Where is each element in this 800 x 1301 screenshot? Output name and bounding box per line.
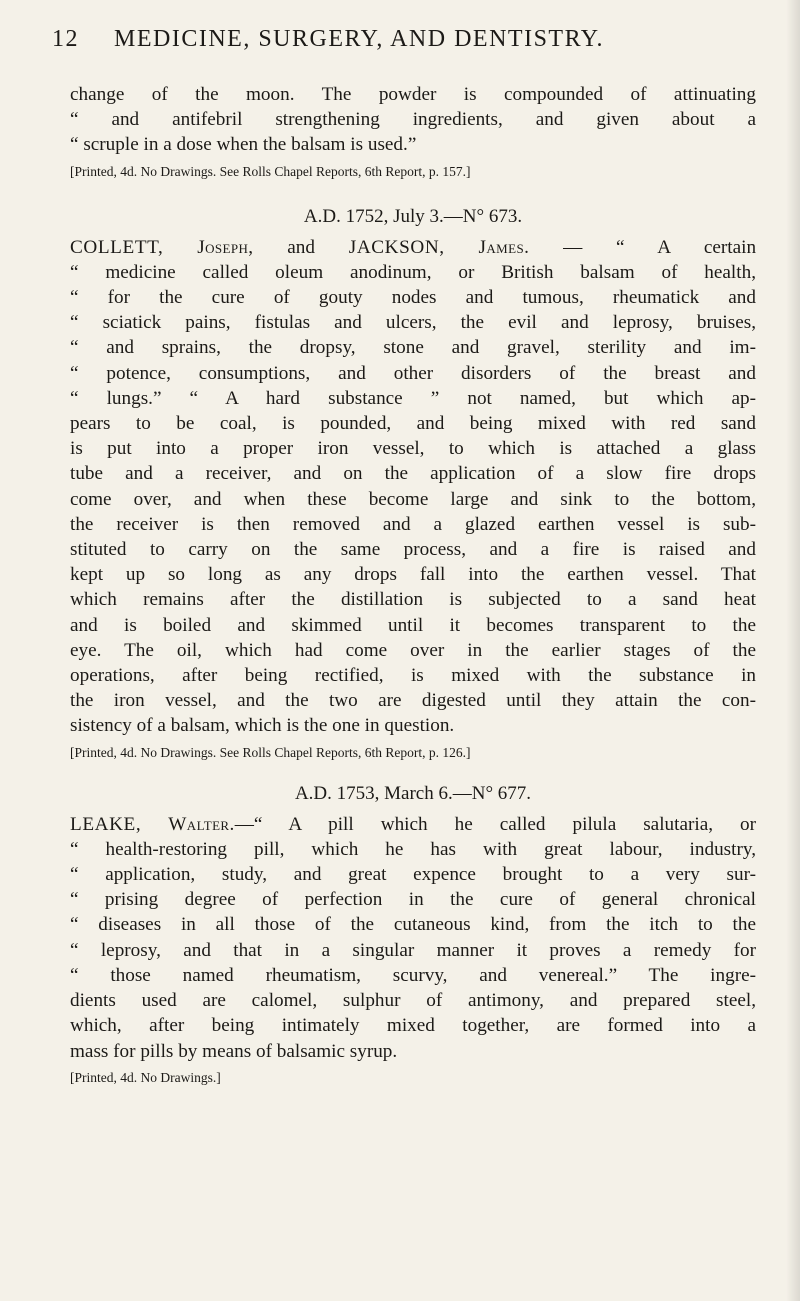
text-line: “ leprosy, and that in a singular manner it proves a remedy for bbox=[70, 939, 756, 961]
text-line: come over, and when these become large and sink to the bottom, bbox=[70, 488, 756, 510]
patentee-surname: JACKSON, bbox=[348, 236, 445, 258]
text-line: pears to be coal, is pounded, and being mixed with red sand bbox=[70, 413, 756, 435]
text-line: tube and a receiver, and on the application of a slow fire drops bbox=[70, 463, 756, 485]
text-line: “ and sprains, the dropsy, stone and gravel, sterility and im- bbox=[70, 337, 756, 359]
text-fragment: — “ A certain bbox=[563, 236, 757, 258]
page-edge-shadow bbox=[786, 0, 800, 1301]
text-line: the iron vessel, and the two are digested until they attain the con- bbox=[70, 690, 756, 712]
text-line: mass for pills by means of balsamic syrup. bbox=[70, 1040, 398, 1062]
text-line: and is boiled and skimmed until it becomes transparent to the bbox=[70, 614, 756, 636]
text-line: “ prising degree of perfection in the cure of general chronical bbox=[70, 889, 756, 911]
text-line: stituted to carry on the same process, and a fire is raised and bbox=[70, 539, 756, 561]
text-line: kept up so long as any drops fall into the earthen vessel. That bbox=[70, 564, 756, 586]
entry-heading: A.D. 1752, July 3.—N° 673. bbox=[303, 205, 523, 227]
patentee-given-name: Joseph, bbox=[197, 236, 254, 258]
entry-673 bbox=[70, 204, 756, 763]
text-line: “ application, study, and great expence brought to a very sur- bbox=[70, 864, 756, 886]
patentee-surname: LEAKE, bbox=[70, 813, 142, 835]
text-line: eye. The oil, which had come over in the earlier stages of the bbox=[70, 639, 756, 661]
entry-first-line bbox=[70, 235, 756, 260]
text-line: which remains after the distillation is subjected to a sand heat bbox=[70, 589, 756, 611]
page-body bbox=[70, 82, 756, 1106]
text-fragment: —“ A pill which he called pilula salutaria, or bbox=[234, 813, 756, 835]
text-line: “ lungs.” “ A hard substance ” not named, but which ap- bbox=[70, 387, 756, 409]
conjunction: and bbox=[287, 236, 315, 258]
text-line: the receiver is then removed and a glazed earthen vessel is sub- bbox=[70, 513, 756, 535]
page-number: 12 bbox=[52, 26, 79, 52]
entry-677 bbox=[70, 781, 756, 1088]
printed-note: [Printed, 4d. No Drawings. See Rolls Chapel Reports, 6th Report, p. 126.] bbox=[70, 744, 471, 760]
text-line: dients used are calomel, sulphur of antimony, and prepared steel, bbox=[70, 990, 756, 1012]
text-line: operations, after being rectified, is mixed with the substance in bbox=[70, 665, 756, 687]
text-line: “ scruple in a dose when the balsam is used.” bbox=[70, 134, 417, 156]
patentee-given-name: James. bbox=[478, 236, 530, 258]
page-title: MEDICINE, SURGERY, AND DENTISTRY. bbox=[114, 26, 604, 52]
text-line: “ potence, consumptions, and other disorders of the breast and bbox=[70, 362, 756, 384]
patentee-given-name: Walter. bbox=[168, 813, 235, 835]
text-line: “ medicine called oleum anodinum, or British balsam of health, bbox=[70, 261, 756, 283]
text-line: “ health-restoring pill, which he has with great labour, industry, bbox=[70, 838, 756, 860]
text-line: sistency of a balsam, which is the one in question. bbox=[70, 715, 455, 737]
intro-paragraph bbox=[70, 82, 756, 182]
text-line: “ diseases in all those of the cutaneous kind, from the itch to the bbox=[70, 914, 756, 936]
entry-heading: A.D. 1753, March 6.—N° 677. bbox=[294, 782, 532, 804]
printed-note: [Printed, 4d. No Drawings. See Rolls Chapel Reports, 6th Report, p. 157.] bbox=[70, 163, 471, 179]
text-line: “ and antifebril strengthening ingredients, and given about a bbox=[70, 109, 756, 131]
text-line: “ sciatick pains, fistulas and ulcers, the evil and leprosy, bruises, bbox=[70, 312, 756, 334]
text-line: change of the moon. The powder is compounded of attinuating bbox=[70, 84, 756, 105]
text-line: which, after being intimately mixed together, are formed into a bbox=[70, 1015, 756, 1037]
running-head bbox=[52, 26, 752, 56]
patentee-surname: COLLETT, bbox=[70, 236, 164, 258]
text-line: “ for the cure of gouty nodes and tumous, rheumatick and bbox=[70, 287, 756, 309]
printed-note: [Printed, 4d. No Drawings.] bbox=[70, 1069, 221, 1085]
entry-first-line bbox=[70, 812, 756, 837]
text-line: is put into a proper iron vessel, to which is attached a glass bbox=[70, 438, 756, 460]
text-line: “ those named rheumatism, scurvy, and venereal.” The ingre- bbox=[70, 964, 756, 986]
